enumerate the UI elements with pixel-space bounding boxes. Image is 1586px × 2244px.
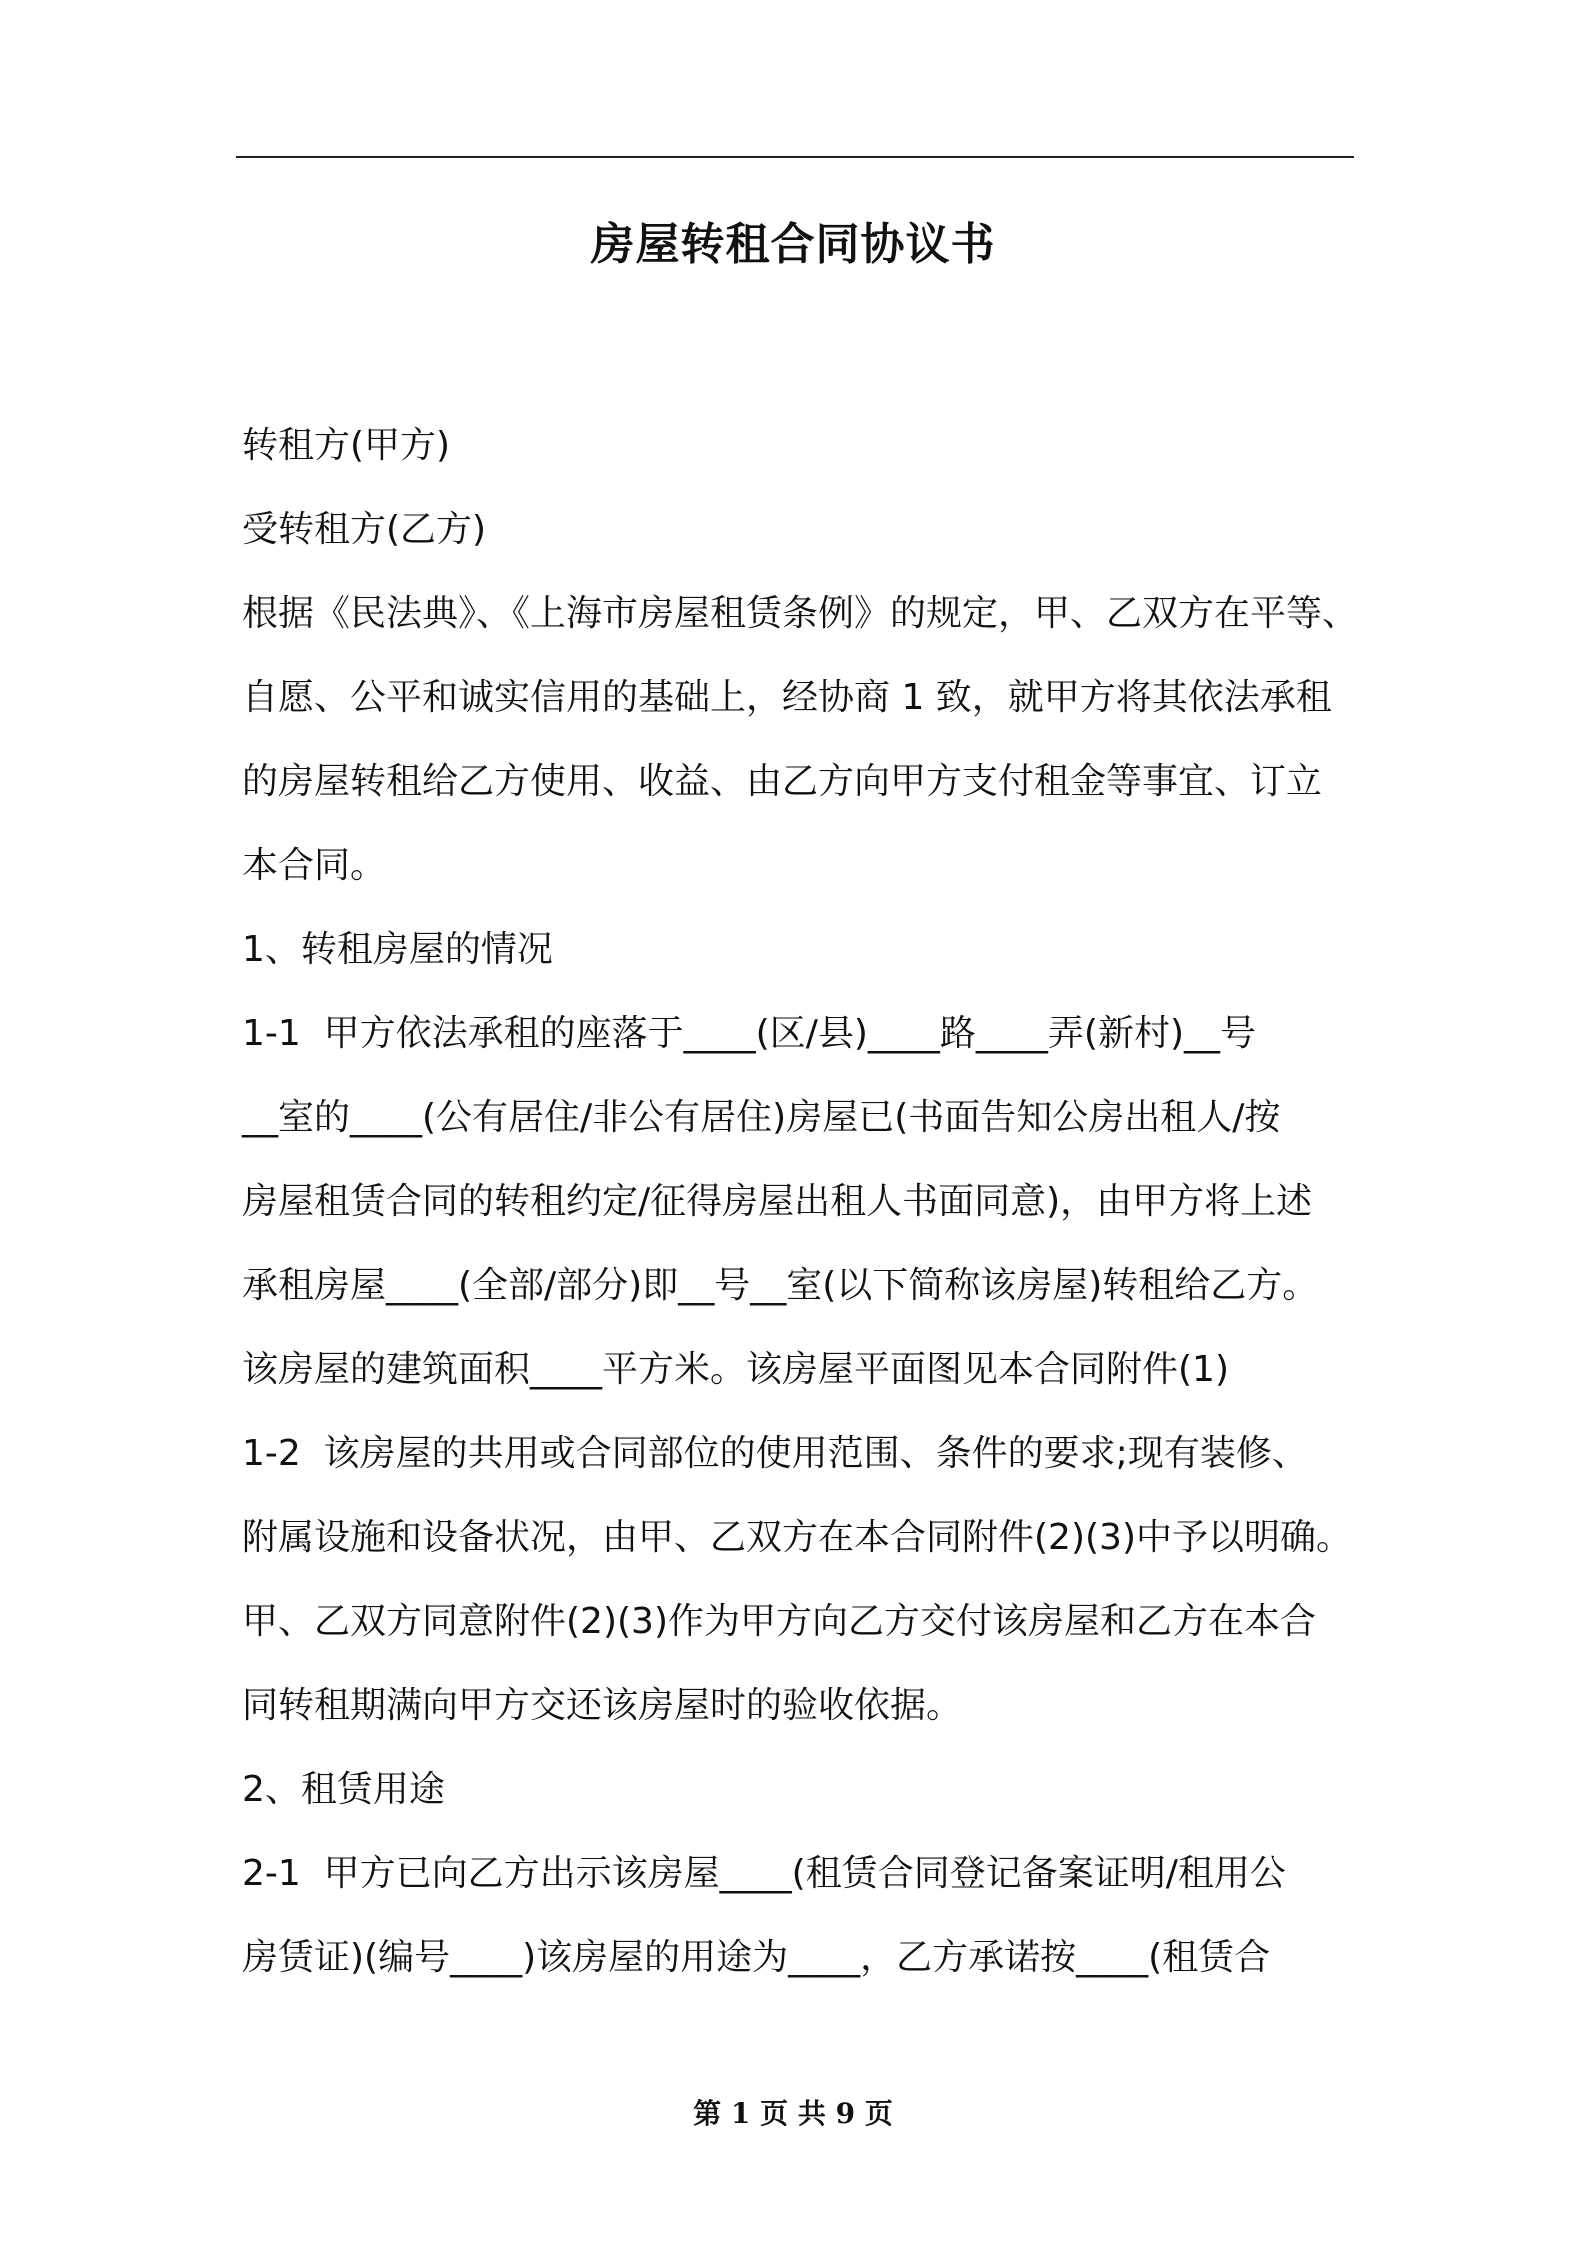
- body-line: 该房屋的建筑面积____平方米。该房屋平面图见本合同附件(1): [242, 1349, 1229, 1390]
- body-line: 附属设施和设备状况，由甲、乙双方在本合同附件(2)(3)中予以明确。: [242, 1517, 1352, 1558]
- body-line: 的房屋转租给乙方使用、收益、由乙方向甲方支付租金等事宜、订立: [242, 761, 1323, 802]
- body-line: 自愿、公平和诚实信用的基础上，经协商 1 致，就甲方将其依法承租: [242, 677, 1332, 718]
- body-line: 本合同。: [242, 845, 387, 886]
- document-body: [242, 404, 1392, 2000]
- body-line: 1-1 甲方依法承租的座落于____(区/县)____路____弄(新村)__号: [242, 1013, 1256, 1054]
- body-line: 1-2 该房屋的共用或合同部位的使用范围、条件的要求;现有装修、: [242, 1433, 1308, 1474]
- body-line: 2-1 甲方已向乙方出示该房屋____(租赁合同登记备案证明/租用公: [242, 1853, 1286, 1894]
- body-line: 转租方(甲方): [242, 425, 451, 466]
- body-line: __室的____(公有居住/非公有居住)房屋已(书面告知公房出租人/按: [242, 1097, 1281, 1138]
- body-line: 根据《民法典》、《上海市房屋租赁条例》的规定，甲、乙双方在平等、: [242, 593, 1359, 634]
- body-line: 房屋租赁合同的转租约定/征得房屋出租人书面同意)，由甲方将上述: [242, 1181, 1313, 1222]
- body-line: 同转租期满向甲方交还该房屋时的验收依据。: [242, 1685, 963, 1726]
- section-heading: 1、转租房屋的情况: [242, 929, 553, 970]
- section-heading: 2、租赁用途: [242, 1769, 445, 1810]
- page-number: 第 1 页 共 9 页: [693, 2097, 893, 2130]
- body-line: 甲、乙双方同意附件(2)(3)作为甲方向乙方交付该房屋和乙方在本合: [242, 1601, 1316, 1642]
- body-line: 承租房屋____(全部/部分)即__号__室(以下简称该房屋)转租给乙方。: [242, 1265, 1319, 1306]
- header-rule: [236, 156, 1354, 158]
- body-line: 房赁证)(编号____)该房屋的用途为____，乙方承诺按____(租赁合: [242, 1937, 1271, 1978]
- body-line: 受转租方(乙方): [242, 509, 487, 550]
- document-title: 房屋转租合同协议书: [590, 219, 996, 270]
